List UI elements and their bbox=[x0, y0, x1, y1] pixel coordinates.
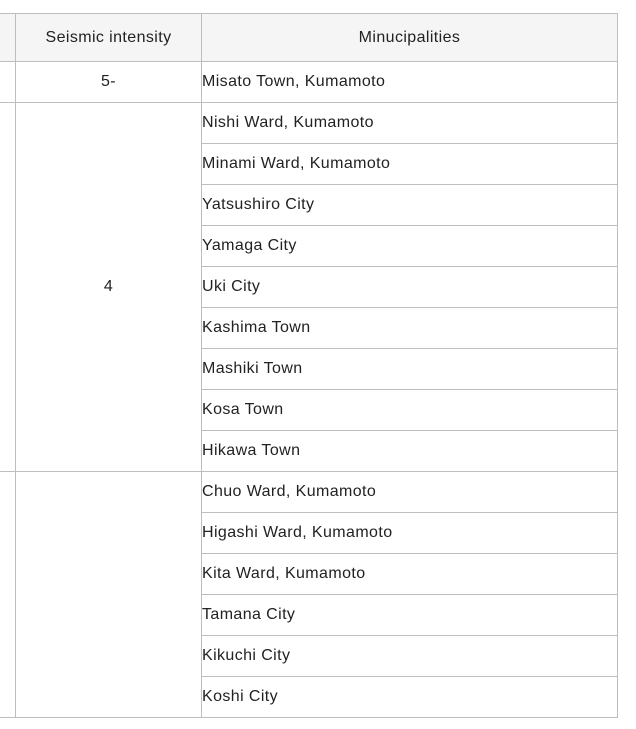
municipality-cell: Yamaga City bbox=[202, 226, 618, 267]
municipality-cell: Kosa Town bbox=[202, 390, 618, 431]
municipality-cell: Uki City bbox=[202, 267, 618, 308]
intensity-cell: 5- bbox=[16, 62, 202, 103]
region-cell bbox=[0, 62, 16, 103]
region-cell bbox=[0, 103, 16, 472]
intensity-cell: 4 bbox=[16, 103, 202, 472]
intensity-cell bbox=[16, 472, 202, 718]
municipality-cell: Kashima Town bbox=[202, 308, 618, 349]
municipality-cell: Tamana City bbox=[202, 595, 618, 636]
table-row bbox=[0, 472, 618, 513]
municipality-cell: Hikawa Town bbox=[202, 431, 618, 472]
municipality-cell: Minami Ward, Kumamoto bbox=[202, 144, 618, 185]
table-row bbox=[0, 103, 618, 144]
table-body bbox=[0, 62, 618, 718]
municipality-cell: Koshi City bbox=[202, 677, 618, 718]
seismic-intensity-table bbox=[0, 13, 618, 718]
municipality-cell: Mashiki Town bbox=[202, 349, 618, 390]
municipality-cell: Misato Town, Kumamoto bbox=[202, 62, 618, 103]
municipality-cell: Nishi Ward, Kumamoto bbox=[202, 103, 618, 144]
municipality-cell: Yatsushiro City bbox=[202, 185, 618, 226]
intensity-column-header: Seismic intensity bbox=[16, 14, 202, 62]
table-header-row bbox=[0, 14, 618, 62]
municipalities-column-header: Minucipalities bbox=[202, 14, 618, 62]
municipality-cell: Kita Ward, Kumamoto bbox=[202, 554, 618, 595]
municipality-cell: Higashi Ward, Kumamoto bbox=[202, 513, 618, 554]
table-row bbox=[0, 62, 618, 103]
region-column-header bbox=[0, 14, 16, 62]
municipality-cell: Kikuchi City bbox=[202, 636, 618, 677]
region-cell bbox=[0, 472, 16, 718]
municipality-cell: Chuo Ward, Kumamoto bbox=[202, 472, 618, 513]
